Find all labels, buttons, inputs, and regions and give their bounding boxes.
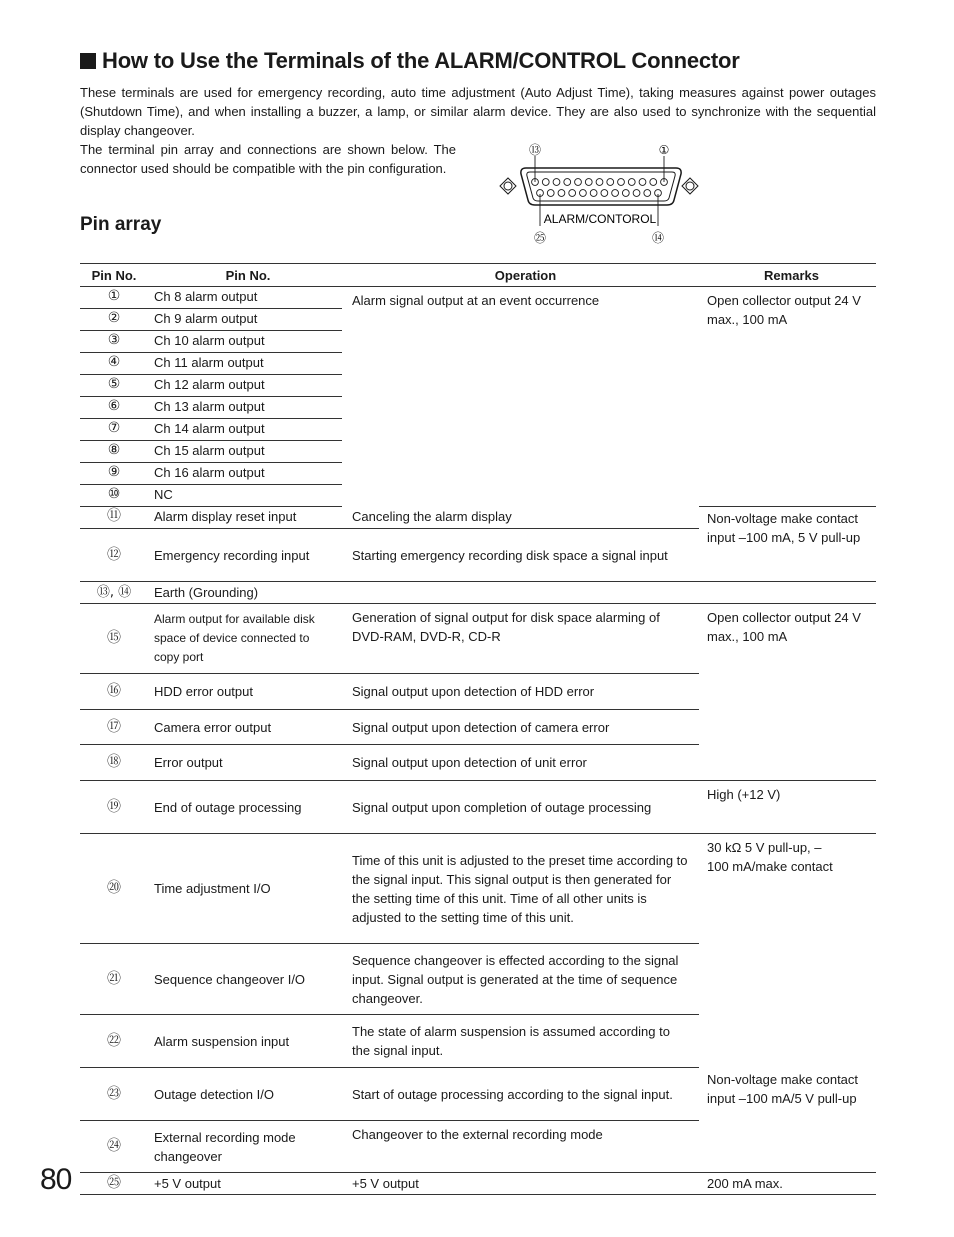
connector-pin — [569, 190, 576, 197]
remarks-cell: 200 mA max. — [699, 1173, 876, 1195]
pin-name: NC — [148, 485, 342, 507]
pin-number: ⑪ — [80, 507, 148, 529]
table-row — [80, 834, 876, 944]
connector-pin — [580, 190, 587, 197]
remarks-cell: Non-voltage make contact input –100 mA/5 V pull-up — [707, 1071, 859, 1106]
pin-number: ⑤ — [80, 375, 148, 397]
connector-diagram — [496, 138, 706, 248]
pin-name: External recording mode changeover — [148, 1121, 342, 1173]
pin-label-1: ① — [658, 143, 670, 157]
pin-number: ⑧ — [80, 441, 148, 463]
heading-text: How to Use the Terminals of the ALARM/CONTROL Connector — [102, 48, 740, 73]
pin-name: Time adjustment I/O — [148, 834, 342, 944]
operation-cell: +5 V output — [342, 1173, 699, 1195]
pin-name: Ch 10 alarm output — [148, 331, 342, 353]
table-row — [80, 287, 876, 309]
pin-number: ⑳ — [80, 834, 148, 944]
intro-paragraph: These terminals are used for emergency recording, auto time adjustment (Auto Adjust Time), taking measures against power outages (Shutdown Time), and when installing a buzzer, a lamp, or similar alarm device. They are also used to synchronize with the sequential display changeover. — [80, 85, 876, 138]
pin-number: ② — [80, 309, 148, 331]
pin-name: Outage detection I/O — [148, 1068, 342, 1121]
pin-number: ① — [80, 287, 148, 309]
connector-pin — [639, 179, 646, 186]
pin-number: ㉔ — [80, 1121, 148, 1173]
operation-cell: Canceling the alarm display — [342, 507, 699, 529]
remarks-cell — [699, 944, 876, 1015]
operation-cell: The state of alarm suspension is assumed according to the signal input. — [342, 1015, 699, 1068]
connector-pin — [585, 179, 592, 186]
connector-pin — [644, 190, 651, 197]
connector-pin — [633, 190, 640, 197]
connector-pin — [564, 179, 571, 186]
pin-name: Ch 13 alarm output — [148, 397, 342, 419]
connector-pin — [601, 190, 608, 197]
connector-pin — [612, 190, 619, 197]
connector-pin — [628, 179, 635, 186]
bullet-square-icon — [80, 53, 96, 69]
connector-pin — [622, 190, 629, 197]
pin-name: Earth (Grounding) — [148, 582, 342, 604]
remarks-cell: Open collector output 24 V max., 100 mA — [707, 610, 861, 644]
left-screw-icon — [500, 178, 516, 194]
operation-cell: Signal output upon detection of unit error — [342, 745, 699, 781]
table-row — [80, 944, 876, 1015]
pin-name: Camera error output — [148, 710, 342, 745]
section-heading — [80, 48, 740, 74]
remarks-cell: 30 kΩ 5 V pull-up, –100 mA/make contact — [707, 840, 833, 874]
pin-number: ⑬, ⑭ — [80, 582, 148, 604]
pin-number: ⑰ — [80, 710, 148, 745]
header-operation: Operation — [342, 264, 699, 287]
pin-name: Ch 15 alarm output — [148, 441, 342, 463]
pin-label-14: ⑭ — [651, 231, 665, 245]
page-number: 80 — [40, 1163, 72, 1196]
table-row — [80, 1015, 876, 1068]
table-row — [80, 604, 876, 674]
pin-name: Ch 11 alarm output — [148, 353, 342, 375]
intro-paragraph-2: The terminal pin array and connections are shown below. The connector used should be compatible with the pin configuration. — [80, 142, 456, 176]
pin-number: ㉑ — [80, 944, 148, 1015]
operation-cell: Starting emergency recording disk space a signal input — [342, 529, 699, 582]
pin-name: Ch 12 alarm output — [148, 375, 342, 397]
table-row — [80, 1121, 876, 1173]
pin-name: Ch 14 alarm output — [148, 419, 342, 441]
header-remarks: Remarks — [699, 264, 876, 287]
pin-name: Error output — [148, 745, 342, 781]
pin-number: ⑥ — [80, 397, 148, 419]
remarks-cell — [699, 1015, 876, 1068]
pin-name: Alarm suspension input — [148, 1015, 342, 1068]
connector-label: ALARM/CONTOROL — [543, 212, 657, 226]
remarks-cell: High (+12 V) — [699, 781, 876, 834]
pin-number: ⑲ — [80, 781, 148, 834]
operation-cell — [342, 582, 699, 604]
pin-number: ⑫ — [80, 529, 148, 582]
pin-name: Alarm display reset input — [148, 507, 342, 529]
operation-cell: Signal output upon detection of HDD error — [342, 674, 699, 710]
table-row — [80, 582, 876, 604]
pin-number: ㉒ — [80, 1015, 148, 1068]
pin-name: HDD error output — [148, 674, 342, 710]
table-row — [80, 1068, 876, 1121]
connector-pin — [558, 190, 565, 197]
remarks-cell — [699, 1121, 876, 1173]
connector-pin — [542, 179, 549, 186]
remarks-cell: Open collector output 24 V max., 100 mA — [707, 293, 861, 327]
pin-name: End of outage processing — [148, 781, 342, 834]
connector-pin — [547, 190, 554, 197]
operation-cell: Alarm signal output at an event occurrence — [352, 293, 600, 308]
pin-label-13: ⑬ — [528, 143, 542, 157]
pin-number: ⑦ — [80, 419, 148, 441]
pin-number: ⑮ — [80, 604, 148, 674]
operation-cell: Changeover to the external recording mode — [342, 1121, 699, 1173]
remarks-cell — [699, 582, 876, 604]
connector-pin — [553, 179, 560, 186]
connector-pin — [650, 179, 657, 186]
pin-name: Ch 8 alarm output — [148, 287, 342, 309]
pin-number: ⑩ — [80, 485, 148, 507]
pin-name: Sequence changeover I/O — [148, 944, 342, 1015]
pin-number: ㉓ — [80, 1068, 148, 1121]
pin-number: ⑯ — [80, 674, 148, 710]
connector-pin — [618, 179, 625, 186]
table-header-row — [80, 264, 876, 287]
pin-name: Ch 9 alarm output — [148, 309, 342, 331]
pin-number: ④ — [80, 353, 148, 375]
operation-cell: Start of outage processing according to the signal input. — [342, 1068, 699, 1121]
pin-name: Emergency recording input — [148, 529, 342, 582]
pin-name: Ch 16 alarm output — [148, 463, 342, 485]
pin-name: +5 V output — [148, 1173, 342, 1195]
connector-pin — [607, 179, 614, 186]
operation-cell: Time of this unit is adjusted to the preset time according to the signal input. This signal output is then generated for the setting time of this unit. Time of all other units is adjusted to the setting time of this unit. — [342, 834, 699, 944]
connector-pin — [596, 179, 603, 186]
operation-cell: Signal output upon detection of camera error — [342, 710, 699, 745]
pin-number: ⑨ — [80, 463, 148, 485]
header-pin-name: Pin No. — [148, 264, 342, 287]
table-row — [80, 1173, 876, 1195]
pin-number: ⑱ — [80, 745, 148, 781]
header-pin-no: Pin No. — [80, 264, 148, 287]
operation-cell: Sequence changeover is effected according to the signal input. Signal output is generated at the time of sequence changeover. — [342, 944, 699, 1015]
remarks-cell: Non-voltage make contact input –100 mA, 5 V pull-up — [699, 507, 876, 582]
operation-cell: Generation of signal output for disk space alarming of DVD-RAM, DVD-R, CD-R — [342, 604, 699, 674]
pin-number: ㉕ — [80, 1173, 148, 1195]
table-row — [80, 781, 876, 834]
connector-pin — [590, 190, 597, 197]
pin-name: Alarm output for available disk space of device connected to copy port — [148, 604, 342, 674]
right-screw-icon — [682, 178, 698, 194]
pin-number: ③ — [80, 331, 148, 353]
operation-cell: Signal output upon completion of outage processing — [342, 781, 699, 834]
pin-array-table — [80, 263, 876, 1195]
connector-pin — [575, 179, 582, 186]
pin-label-25: ㉕ — [533, 231, 547, 245]
pin-array-heading: Pin array — [80, 214, 162, 235]
table-row — [80, 507, 876, 529]
